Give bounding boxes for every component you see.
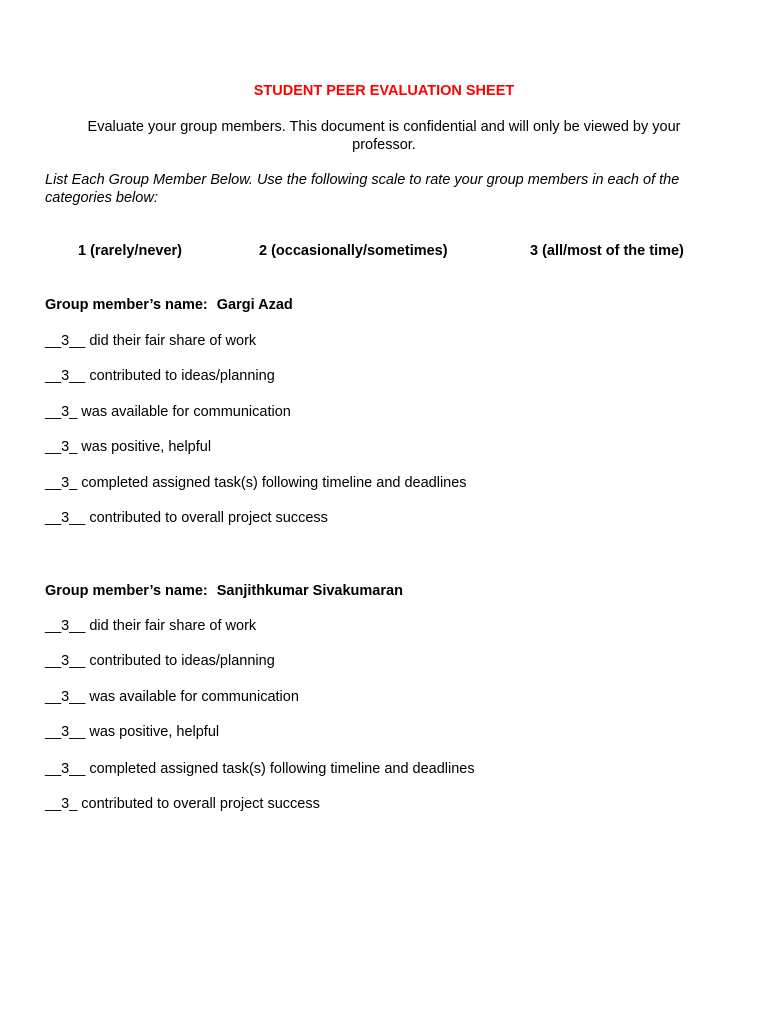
scale-option-1: 1 (rarely/never) [78, 243, 182, 259]
scale-option-3: 3 (all/most of the time) [530, 243, 684, 259]
member-name-label: Group member’s name: [45, 297, 208, 313]
member-1-name-row [45, 296, 293, 314]
document-title: STUDENT PEER EVALUATION SHEET [253, 83, 515, 99]
member-2-criterion-communication: __3__ was available for communication [45, 689, 299, 705]
member-2-criterion-tasks: __3__ completed assigned task(s) following timeline and deadlines [45, 761, 475, 777]
member-name-label: Group member’s name: [45, 583, 208, 599]
scale-option-2: 2 (occasionally/sometimes) [259, 243, 448, 259]
member-1-criterion-fair-share: __3__ did their fair share of work [45, 333, 257, 349]
member-2-name-row [45, 582, 403, 600]
member-2-name: Sanjithkumar Sivakumaran [216, 583, 403, 599]
member-1-criterion-communication: __3_ was available for communication [45, 404, 291, 420]
member-1-criterion-ideas: __3__ contributed to ideas/planning [45, 368, 275, 384]
member-1-name: Gargi Azad [216, 297, 293, 313]
instructions-paragraph: List Each Group Member Below. Use the following scale to rate your group members in each of the categories below: [45, 172, 680, 206]
member-2-criterion-fair-share: __3__ did their fair share of work [45, 618, 257, 634]
intro-paragraph: Evaluate your group members. This document is confidential and will only be viewed by your professor. [87, 119, 681, 153]
member-1-criterion-positive: __3_ was positive, helpful [45, 439, 212, 455]
member-1-criterion-tasks: __3_ completed assigned task(s) following timeline and deadlines [45, 475, 467, 491]
member-1-criterion-success: __3__ contributed to overall project success [45, 510, 328, 526]
member-2-criterion-success: __3_ contributed to overall project success [45, 796, 320, 812]
member-2-criterion-positive: __3__ was positive, helpful [45, 724, 220, 740]
member-2-criterion-ideas: __3__ contributed to ideas/planning [45, 653, 275, 669]
